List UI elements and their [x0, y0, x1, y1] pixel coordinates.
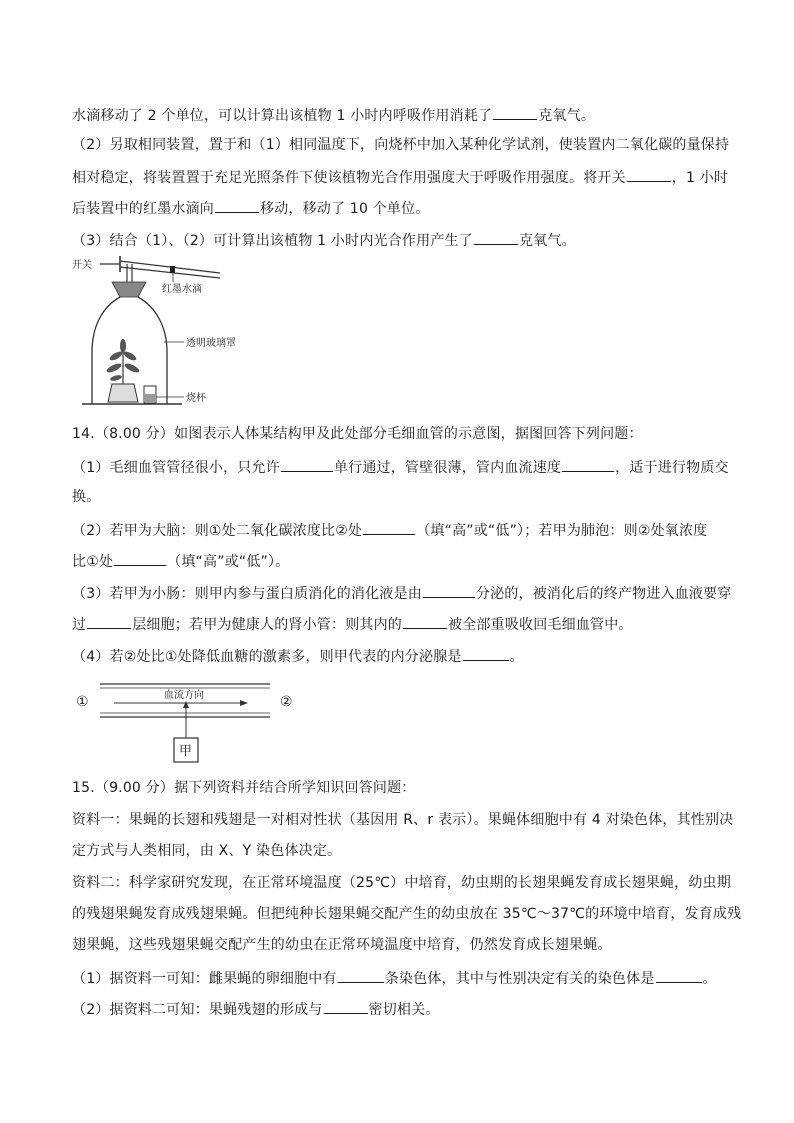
- answer-blank[interactable]: [562, 456, 614, 472]
- box-label: 甲: [179, 744, 193, 759]
- answer-blank[interactable]: [281, 456, 333, 472]
- beaker-label: 烧杯: [186, 393, 206, 404]
- q14-part4: （4）若②处比①处降低血糖的激素多，则甲代表的内分泌腺是 。: [72, 645, 524, 667]
- q13-line1: 水滴移动了 2 个单位，可以计算出该植物 1 小时内呼吸作用消耗了 克氧气。: [72, 104, 595, 126]
- capillary-figure: [72, 676, 312, 768]
- q13-part3: （3）结合（1）、（2）可计算出该植物 1 小时内光合作用产生了 克氧气。: [72, 229, 576, 251]
- stopper: [112, 282, 146, 297]
- answer-blank[interactable]: [474, 229, 518, 245]
- q14-part2-line2: 比①处 （填“高”或“低”）。: [72, 550, 289, 572]
- q15-header: 15.（9.00 分）据下列资料并结合所学知识回答问题：: [72, 780, 416, 796]
- q15-material1-line2: 定方式与人类相同，由 X、Y 染色体决定。: [72, 843, 342, 859]
- label-2: ②: [280, 694, 293, 710]
- q14-part3-line2: 过 层细胞；若甲为健康人的肾小管：则其内的 被全部重吸收回毛细血管中。: [72, 613, 633, 635]
- q15-part1: （1）据资料一可知：雌果蝇的卵细胞中有 条染色体，其中与性别决定有关的染色体是 。: [72, 967, 717, 989]
- answer-blank[interactable]: [324, 998, 368, 1014]
- answer-blank[interactable]: [87, 613, 131, 629]
- answer-blank[interactable]: [215, 197, 259, 213]
- q13-part2-line3: 后装置中的红墨水滴向 移动，移动了 10 个单位。: [72, 197, 430, 219]
- q13-part2-line2: 相对稳定，将装置置于充足光照条件下使该植物光合作用强度大于呼吸作用强度。将开关 ，1 小时: [72, 166, 728, 188]
- answer-blank[interactable]: [114, 550, 166, 566]
- q15-material2-line3: 翅果蝇，这些残翅果蝇交配产生的幼虫在正常环境温度中培育，仍然发育成长翅果蝇。: [72, 937, 612, 953]
- label-1: ①: [76, 694, 89, 710]
- answer-blank[interactable]: [656, 967, 702, 983]
- switch-label: 开关: [72, 260, 92, 271]
- flow-label: 血流方向: [164, 690, 204, 701]
- answer-blank[interactable]: [423, 582, 475, 598]
- plant-leaf: [123, 362, 140, 374]
- answer-blank[interactable]: [463, 645, 509, 661]
- plant-leaf: [105, 362, 122, 374]
- ink-label: 红墨水滴: [162, 284, 202, 295]
- q14-part1-line2: 换。: [72, 489, 101, 505]
- q14-part1-line1: （1）毛细血管管径很小，只允许 单行通过，管壁很薄，管内血流速度 ，适于进行物质交: [72, 456, 729, 478]
- q14-header: 14.（8.00 分）如图表示人体某结构甲及此处部分毛细血管的示意图，据图回答下列问题：: [72, 426, 643, 442]
- answer-blank[interactable]: [493, 104, 537, 120]
- answer-blank[interactable]: [338, 967, 384, 983]
- answer-blank[interactable]: [363, 519, 415, 535]
- flower-pot: [108, 384, 138, 402]
- ink-drop: [170, 266, 175, 273]
- bell-jar-figure: [72, 252, 272, 412]
- q15-material2-line1: 资料二：科学家研究发现，在正常环境温度（25℃）中培育，幼虫期的长翅果蝇发育成长翅果蝇，幼虫期: [72, 875, 731, 891]
- q15-material1-line1: 资料一：果蝇的长翅和残翅是一对相对性状（基因用 R、r 表示）。果蝇体细胞中有 4 对染色体，其性别决: [72, 812, 734, 828]
- q15-material2-line2: 的残翅果蝇发育成残翅果蝇。但把纯种长翅果蝇交配产生的幼虫放在 35℃～37℃的环境中培育，发育成残: [72, 906, 742, 922]
- answer-blank[interactable]: [627, 166, 671, 182]
- q14-part3-line1: （3）若甲为小肠：则甲内参与蛋白质消化的消化液是由 分泌的，被消化后的终产物进入血液要穿: [72, 582, 732, 604]
- q14-part2-line1: （2）若甲为大脑：则①处二氧化碳浓度比②处 （填“高”或“低”）；若甲为肺泡：则②处氧浓度: [72, 519, 707, 541]
- glass-label: 透明玻璃罩: [186, 338, 236, 349]
- arrow-up-icon: [183, 701, 189, 708]
- plant-leaf: [120, 339, 126, 353]
- plant-leaf: [110, 374, 123, 382]
- q13-part2-line1: （2）另取相同装置，置于和（1）相同温度下，向烧杯中加入某种化学试剂，使装置内二氧化碳的量保持: [72, 137, 730, 153]
- q15-part2: （2）据资料二可知：果蝇残翅的形成与 密切相关。: [72, 998, 440, 1020]
- answer-blank[interactable]: [403, 613, 447, 629]
